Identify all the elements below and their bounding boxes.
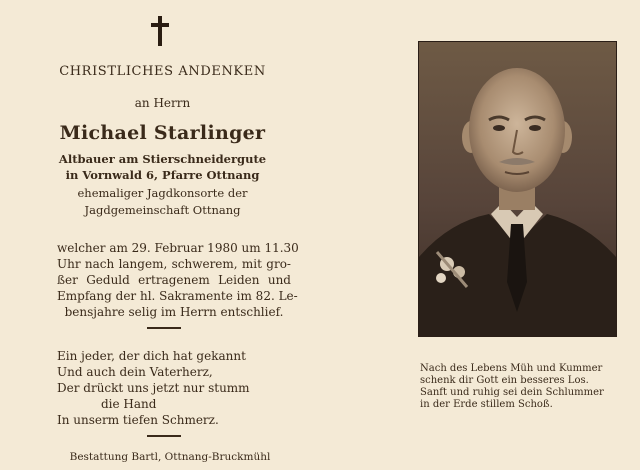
poem — [57, 348, 250, 428]
caption-line: schenk dir Gott ein besseres Los. — [420, 375, 589, 386]
card-heading: CHRISTLICHES ANDENKEN — [59, 64, 266, 79]
subtitle-line: ehemaliger Jagdkonsorte der — [77, 186, 248, 200]
obituary-text — [57, 240, 299, 320]
obituary-line: Uhr nach langem, schwerem, mit gro- — [57, 257, 291, 271]
subtitle-line: in Vornwald 6, Pfarre Ottnang — [65, 168, 260, 182]
caption-line: in der Erde stillem Schoß. — [420, 399, 553, 410]
divider — [147, 327, 181, 329]
poem-line: Der drückt uns jetzt nur stumm — [57, 381, 250, 395]
obituary-line: ßer Geduld ertragenem Leiden und — [57, 273, 291, 287]
portrait-photo — [418, 41, 617, 337]
subtitle-line: Jagdgemeinschaft Ottnang — [84, 203, 241, 217]
salutation: an Herrn — [134, 96, 191, 110]
poem-line: Ein jeder, der dich hat gekannt — [57, 349, 246, 363]
obituary-line: Empfang der hl. Sakramente im 82. Le- — [57, 289, 298, 303]
caption-line: Nach des Lebens Müh und Kummer — [420, 363, 603, 374]
photo-caption — [420, 363, 604, 411]
cross-icon — [149, 16, 171, 46]
divider — [147, 435, 181, 437]
poem-line: Und auch dein Vaterherz, — [57, 365, 213, 379]
portrait-illustration — [419, 42, 616, 336]
deceased-name: Michael Starlinger — [59, 122, 266, 144]
subtitle-line: Altbauer am Stierschneidergute — [58, 152, 267, 166]
obituary-line: welcher am 29. Februar 1980 um 11.30 — [57, 241, 299, 255]
funeral-home: Bestattung Bartl, Ottnang-Bruckmühl — [69, 451, 271, 463]
caption-line: Sanft und ruhig sei dein Schlummer — [420, 387, 604, 398]
obituary-line: bensjahre selig im Herrn entschlief. — [64, 305, 284, 319]
poem-line: die Hand — [101, 397, 157, 411]
poem-line: In unserm tiefen Schmerz. — [57, 413, 219, 427]
